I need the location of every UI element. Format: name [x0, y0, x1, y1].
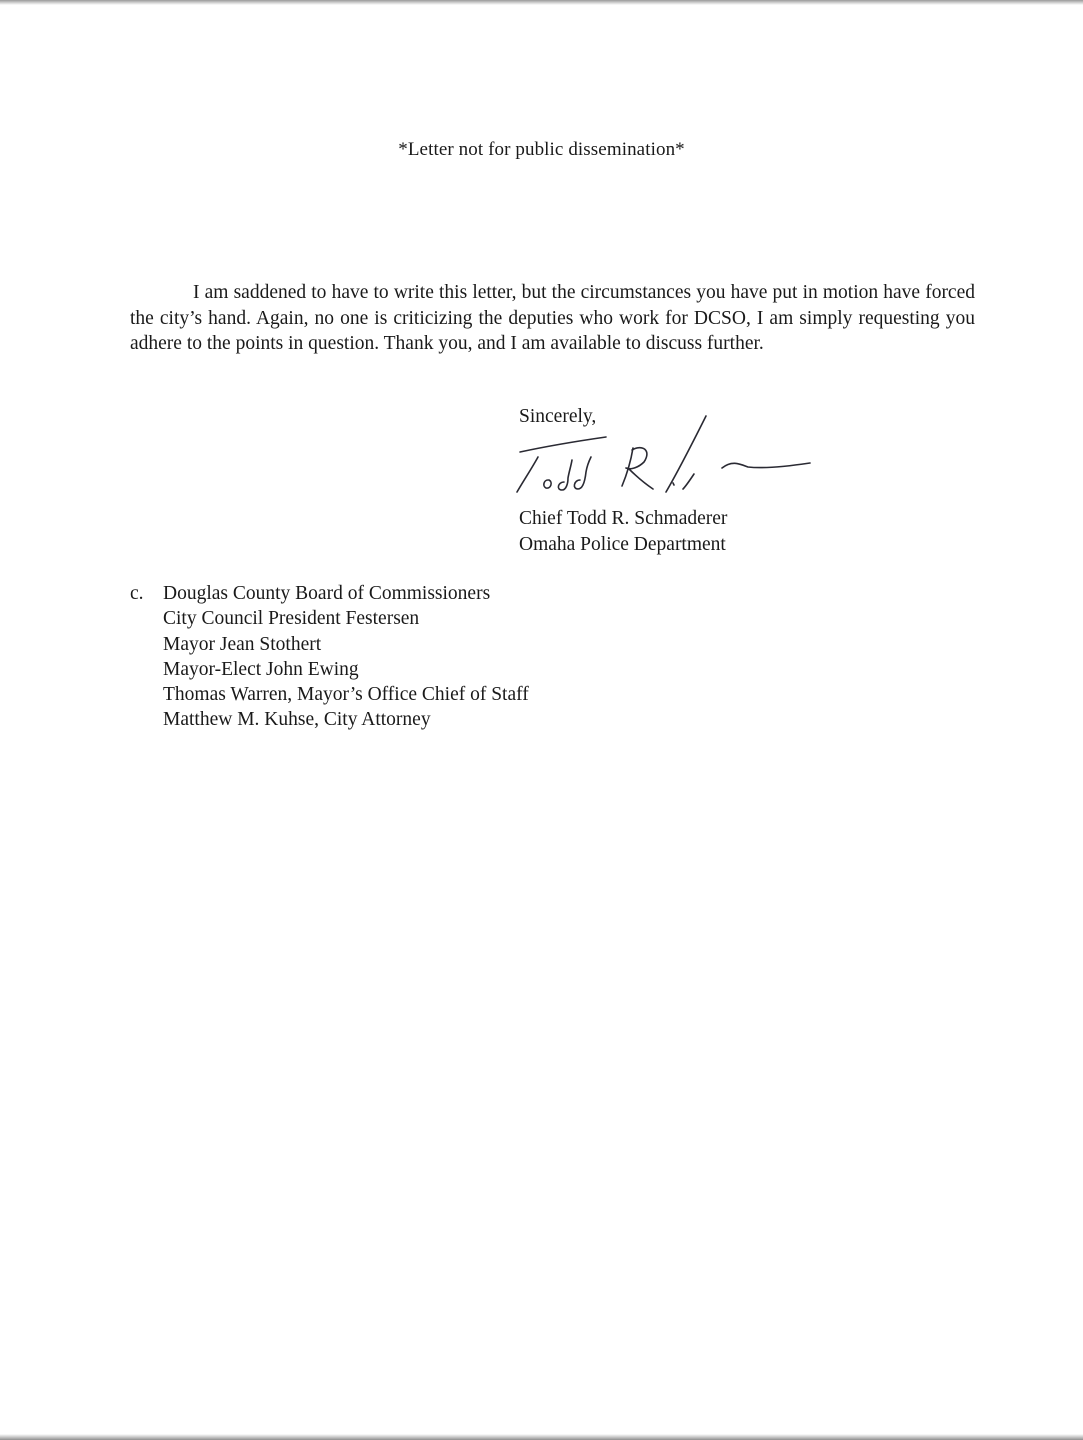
cc-recipient: City Council President Festersen	[163, 608, 420, 630]
signer-organization: Omaha Police Department	[519, 533, 726, 555]
cc-recipient: Douglas County Board of Commissioners	[163, 583, 491, 604]
closing-salutation: Sincerely,	[519, 406, 597, 427]
signer-block	[519, 506, 727, 557]
cc-recipient: Matthew M. Kuhse, City Attorney	[163, 709, 431, 731]
letter-body-paragraph: I am saddened to have to write this letter, but the circumstances you have put in motion have forced the city’s hand. Again, no one is criticizing the deputies who work for DCSO, I am simply requesting you adhere to the points in question. Thank you, and I am available to discuss further.	[130, 282, 975, 354]
handwritten-signature	[508, 410, 818, 502]
cc-recipient: Thomas Warren, Mayor’s Office Chief of Staff	[163, 684, 529, 706]
scan-edge-bottom	[0, 1434, 1083, 1440]
cc-marker: c.	[130, 583, 144, 604]
signer-name: Chief Todd R. Schmaderer	[519, 508, 728, 529]
cc-recipient: Mayor Jean Stothert	[163, 633, 322, 655]
cc-recipient-list	[163, 581, 529, 733]
confidentiality-notice: *Letter not for public dissemination*	[398, 139, 685, 160]
cc-recipient: Mayor-Elect John Ewing	[163, 658, 359, 680]
scan-edge-top	[0, 0, 1083, 5]
